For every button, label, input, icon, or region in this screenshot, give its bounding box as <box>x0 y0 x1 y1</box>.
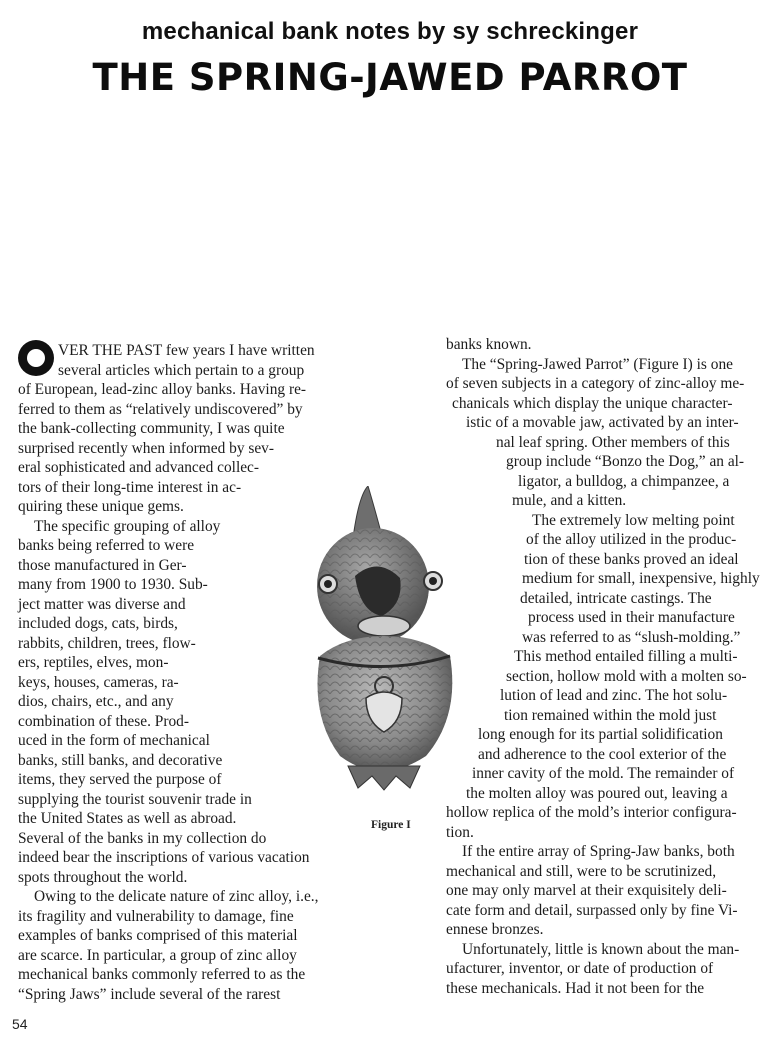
right-column-line: istic of a movable jaw, activated by an inter- <box>466 414 739 431</box>
right-column-line: hollow replica of the mold’s interior configura- <box>446 804 737 821</box>
right-column-line: banks known. <box>446 336 532 353</box>
left-column-line: quiring these unique gems. <box>18 498 184 515</box>
right-column-line: nal leaf spring. Other members of this <box>496 433 730 451</box>
right-column-line: of seven subjects in a category of zinc-alloy me- <box>446 375 745 392</box>
parrot-bank-photo <box>300 486 466 791</box>
left-column-line: banks, still banks, and decorative <box>18 751 223 769</box>
right-column-line: one may only marvel at their exquisitely deli- <box>446 882 727 899</box>
left-column-line: Owing to the delicate nature of zinc alloy, i.e., <box>34 888 319 905</box>
left-column-line: those manufactured in Ger- <box>18 556 187 574</box>
right-column-line: If the entire array of Spring-Jaw banks, both <box>462 843 735 860</box>
right-column-line: ligator, a bulldog, a chimpanzee, a <box>518 472 730 490</box>
right-column-line: chanicals which display the unique character- <box>452 394 733 412</box>
left-column-line: ject matter was diverse and <box>18 595 186 613</box>
right-column-line: The extremely low melting point <box>532 511 735 529</box>
left-column-line: spots throughout the world. <box>18 868 188 886</box>
right-column-line: of the alloy utilized in the produc- <box>526 531 737 548</box>
left-column-line: the bank-collecting community, I was quite <box>18 420 285 437</box>
right-column-line: section, hollow mold with a molten so- <box>506 667 747 685</box>
left-column-line: included dogs, cats, birds, <box>18 615 178 632</box>
left-column-line: uced in the form of mechanical <box>18 732 210 749</box>
left-column-line: VER THE PAST few years I have written <box>58 342 315 359</box>
column-kicker: mechanical bank notes by sy schreckinger <box>141 18 639 45</box>
left-column-line: The specific grouping of alloy <box>34 517 221 535</box>
right-column-line: tion. <box>446 823 474 841</box>
left-column-line: supplying the tourist souvenir trade in <box>18 790 252 808</box>
right-column-line: Unfortunately, little is known about the man- <box>462 940 740 958</box>
left-column-line: Several of the banks in my collection do <box>18 829 267 847</box>
right-column-line: the molten alloy was poured out, leaving a <box>466 784 728 802</box>
right-column-line: tion remained within the mold just <box>504 706 717 724</box>
left-column-line: “Spring Jaws” include several of the rarest <box>18 985 281 1003</box>
left-column-line: several articles which pertain to a group <box>58 361 305 379</box>
right-column-line: tion of these banks proved an ideal <box>524 550 739 568</box>
left-column-line: mechanical banks commonly referred to as the <box>18 966 306 983</box>
right-column-line: This method entailed filling a multi- <box>514 648 738 665</box>
right-column-line: long enough for its partial solidification <box>478 726 723 743</box>
right-column-line: medium for small, inexpensive, highly <box>522 570 760 587</box>
article-title: THE SPRING-JAWED PARROT <box>92 56 688 99</box>
left-column-line: eral sophisticated and advanced collec- <box>18 459 260 476</box>
left-column-line: examples of banks comprised of this material <box>18 927 298 944</box>
figure-caption: Figure I <box>371 819 411 831</box>
right-column-line: mule, and a kitten. <box>512 492 627 509</box>
left-column-line: dios, chairs, etc., and any <box>18 693 174 710</box>
left-column-line: items, they served the purpose of <box>18 771 222 788</box>
left-column-line: its fragility and vulnerability to damage, fine <box>18 907 294 925</box>
right-column-line: was referred to as “slush-molding.” <box>522 628 741 646</box>
right-column-line: inner cavity of the mold. The remainder of <box>472 765 735 782</box>
left-column-line: many from 1900 to 1930. Sub- <box>18 576 208 593</box>
left-column-line: banks being referred to were <box>18 537 195 554</box>
left-column-line: ers, reptiles, elves, mon- <box>18 654 169 671</box>
left-column-line: indeed bear the inscriptions of various vacation <box>18 849 310 866</box>
right-column-line: lution of lead and zinc. The hot solu- <box>500 687 728 704</box>
right-column-line: process used in their manufacture <box>528 609 735 626</box>
right-column-line: ufacturer, inventor, or date of production of <box>446 960 714 977</box>
right-column-line: mechanical and still, were to be scrutinized, <box>446 862 717 880</box>
right-column-line: these mechanicals. Had it not been for the <box>446 979 705 997</box>
left-column-line: combination of these. Prod- <box>18 712 189 730</box>
left-column-line: ferred to them as “relatively undiscovered” by <box>18 400 303 418</box>
right-column-line: cate form and detail, surpassed only by fine Vi- <box>446 901 738 919</box>
left-column-line: surprised recently when informed by sev- <box>18 439 275 457</box>
right-column-line: group include “Bonzo the Dog,” an al- <box>506 453 745 470</box>
dropcap-letter <box>18 340 54 376</box>
right-column-line: detailed, intricate castings. The <box>520 589 712 607</box>
right-column-line: The “Spring-Jawed Parrot” (Figure I) is one <box>462 355 733 373</box>
left-column-line: keys, houses, cameras, ra- <box>18 673 179 691</box>
left-column-line: the United States as well as abroad. <box>18 810 237 827</box>
left-column-line: rabbits, children, trees, flow- <box>18 634 196 652</box>
right-column-line: ennese bronzes. <box>446 921 544 938</box>
left-column-line: are scarce. In particular, a group of zinc alloy <box>18 946 297 964</box>
left-column-line: of European, lead-zinc alloy banks. Having re- <box>18 381 307 398</box>
left-column-line: tors of their long-time interest in ac- <box>18 478 242 496</box>
page-number: 54 <box>12 1016 28 1032</box>
right-column-line: and adherence to the cool exterior of the <box>478 745 727 763</box>
